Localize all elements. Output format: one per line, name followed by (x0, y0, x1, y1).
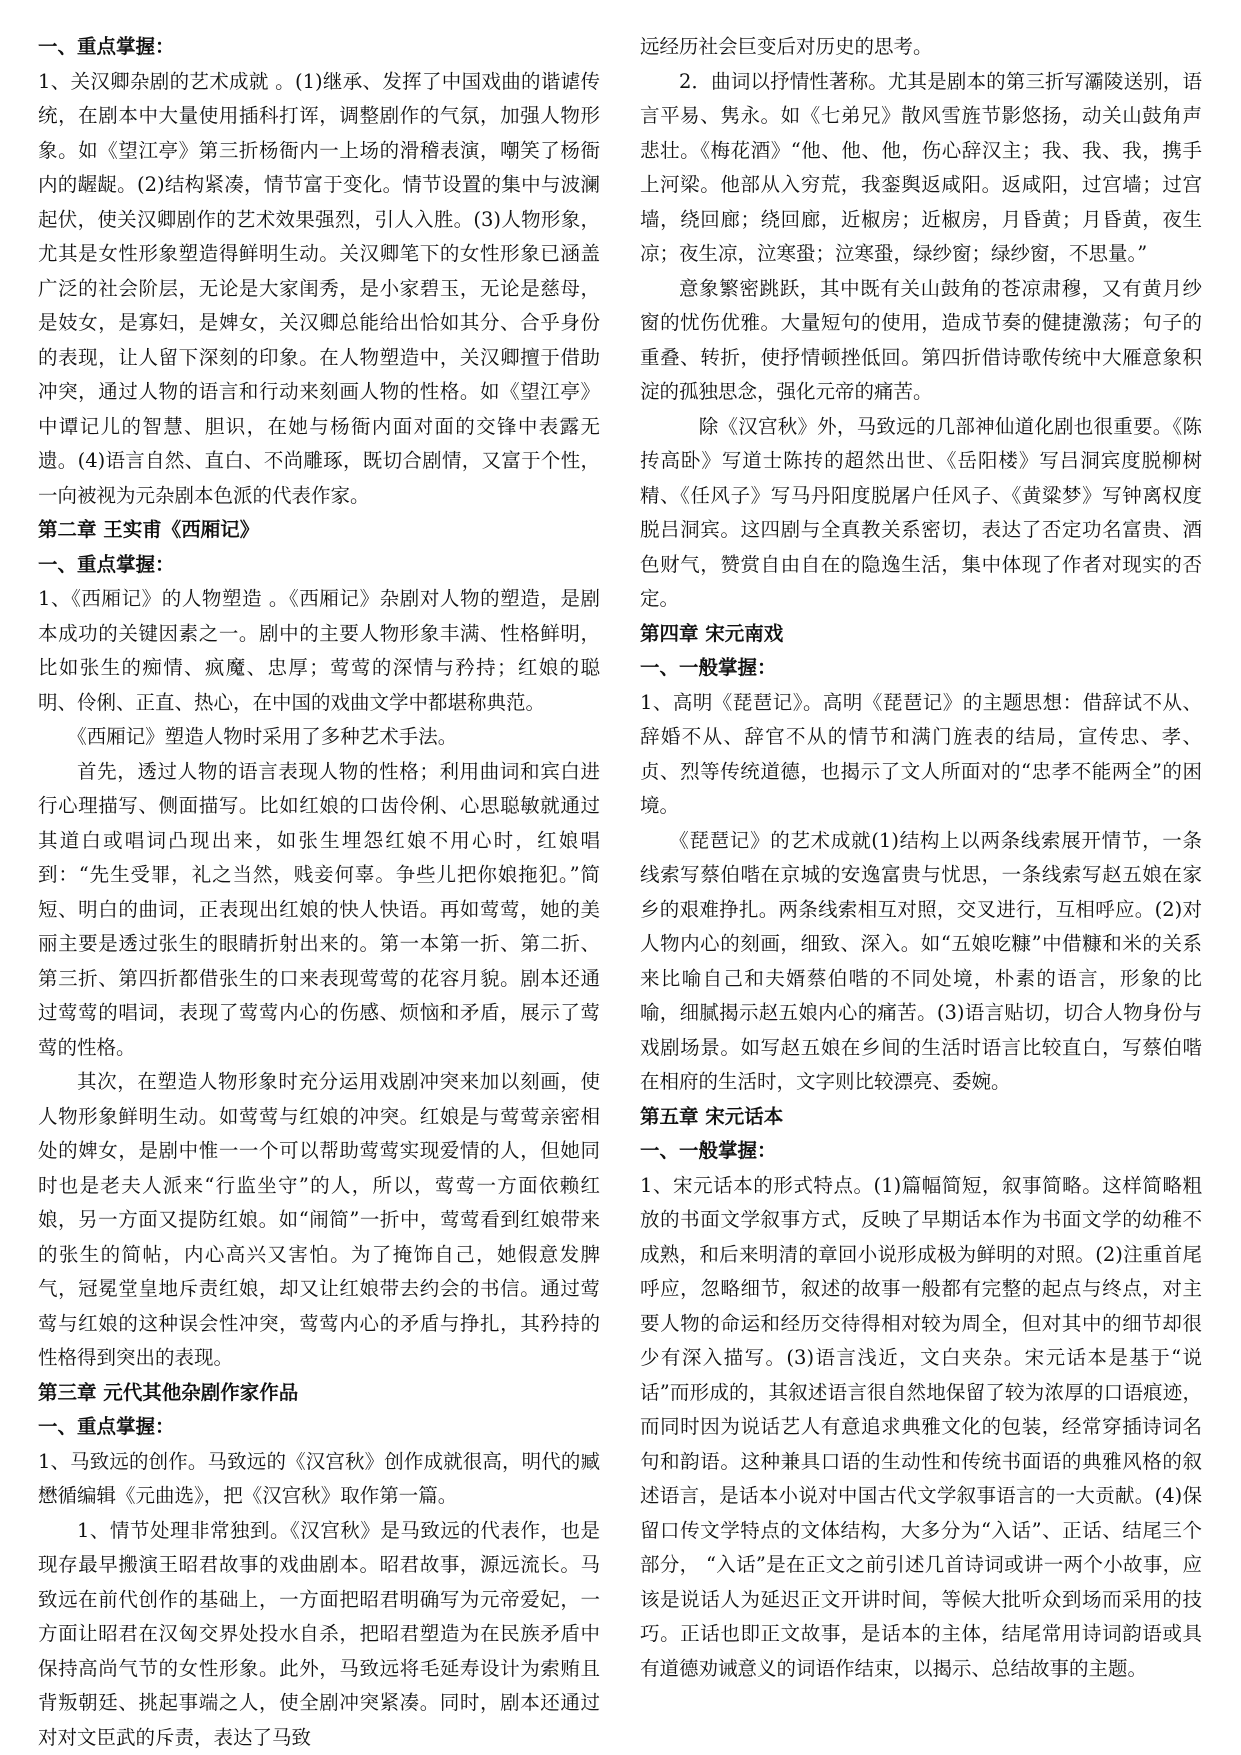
paragraph: 除《汉宫秋》外，马致远的几部神仙道化剧也很重要。《陈抟高卧》写道士陈抟的超然出世、《岳阳楼》写吕洞宾度脱柳树精、《任风子》写马丹阳度脱屠户任风子、《黄粱梦》写钟离权度脱吕洞宾。这四剧与全真教关系密切，表达了否定功名富贵、酒色财气，赞赏自由自在的隐逸生活，集中体现了作者对现实的否定。 (640, 410, 1202, 617)
left-column (38, 30, 600, 1755)
section-heading: 第五章 宋元话本 (640, 1100, 1202, 1135)
paragraph: 远经历社会巨变后对历史的思考。 (640, 30, 1202, 65)
paragraph: 1、《西厢记》的人物塑造 。《西厢记》杂剧对人物的塑造，是剧本成功的关键因素之一。剧中的主要人物形象丰满、性格鲜明，比如张生的痴情、疯魔、忠厚；莺莺的深情与矜持；红娘的聪明、伶俐、正直、热心，在中国的戏曲文学中都堪称典范。 (38, 582, 600, 720)
section-heading: 第四章 宋元南戏 (640, 617, 1202, 652)
section-heading: 一、一般掌握： (640, 651, 1202, 686)
section-heading: 一、重点掌握： (38, 30, 600, 65)
paragraph: 1、高明《琵琶记》。高明《琵琶记》的主题思想：借辞试不从、辞婚不从、辞官不从的情节和满门旌表的结局，宣传忠、孝、贞、烈等传统道德，也揭示了文人所面对的“忠孝不能两全”的困境。 (640, 686, 1202, 824)
section-heading: 第二章 王实甫《西厢记》 (38, 513, 600, 548)
paragraph: 1、马致远的创作。马致远的《汉宫秋》创作成就很高，明代的臧懋循编辑《元曲选》，把《汉宫秋》取作第一篇。 (38, 1445, 600, 1514)
paragraph: 首先，透过人物的语言表现人物的性格；利用曲词和宾白进行心理描写、侧面描写。比如红娘的口齿伶俐、心思聪敏就通过其道白或唱词凸现出来，如张生埋怨红娘不用心时，红娘唱到：“先生受罪，礼之当然，贱妾何辜。争些儿把你娘拖犯。”简短、明白的曲词，正表现出红娘的快人快语。再如莺莺，她的美丽主要是透过张生的眼睛折射出来的。第一本第一折、第二折、第三折、第四折都借张生的口来表现莺莺的花容月貌。剧本还通过莺莺的唱词，表现了莺莺内心的伤感、烦恼和矛盾，展示了莺莺的性格。 (38, 755, 600, 1066)
section-heading: 第三章 元代其他杂剧作家作品 (38, 1376, 600, 1411)
paragraph: 2．曲词以抒情性著称。尤其是剧本的第三折写灞陵送别，语言平易、隽永。如《七弟兄》散风雪旌节影悠扬，动关山鼓角声悲壮。《梅花酒》“他、他、他，伤心辞汉主；我、我、我，携手上河梁。他部从入穷荒，我銮舆返咸阳。返咸阳，过宫墙；过宫墙，绕回廊；绕回廊，近椒房；近椒房，月昏黄；月昏黄，夜生凉；夜生凉，泣寒蛩；泣寒蛩，绿纱窗；绿纱窗，不思量。” (640, 65, 1202, 272)
paragraph: 《琵琶记》的艺术成就(1)结构上以两条线索展开情节，一条线索写蔡伯喈在京城的安逸富贵与忧思，一条线索写赵五娘在家乡的艰难挣扎。两条线索相互对照，交叉进行，互相呼应。(2)对人物内心的刻画，细致、深入。如“五娘吃糠”中借糠和米的关系来比喻自己和夫婿蔡伯喈的不同处境，朴素的语言，形象的比喻，细腻揭示赵五娘内心的痛苦。(3)语言贴切，切合人物身份与戏剧场景。如写赵五娘在乡间的生活时语言比较直白，写蔡伯喈在相府的生活时，文字则比较漂亮、委婉。 (640, 824, 1202, 1100)
right-column (640, 30, 1202, 1686)
paragraph: 其次，在塑造人物形象时充分运用戏剧冲突来加以刻画，使人物形象鲜明生动。如莺莺与红娘的冲突。红娘是与莺莺亲密相处的婢女，是剧中惟一一个可以帮助莺莺实现爱情的人，但她同时也是老夫人派来“行监坐守”的人，所以，莺莺一方面依赖红娘，另一方面又提防红娘。如“闹简”一折中，莺莺看到红娘带来的张生的简帖，内心高兴又害怕。为了掩饰自己，她假意发脾气，冠冕堂皇地斥责红娘，却又让红娘带去约会的书信。通过莺莺与红娘的这种误会性冲突，莺莺内心的矛盾与挣扎，其矜持的性格得到突出的表现。 (38, 1065, 600, 1376)
paragraph: 1、关汉卿杂剧的艺术成就 。(1)继承、发挥了中国戏曲的谐谑传统，在剧本中大量使用插科打诨，调整剧作的气氛，加强人物形象。如《望江亭》第三折杨衙内一上场的滑稽表演，嘲笑了杨衙内的龌龊。(2)结构紧凑，情节富于变化。情节设置的集中与波澜起伏，使关汉卿剧作的艺术效果强烈，引人入胜。(3)人物形象，尤其是女性形象塑造得鲜明生动。关汉卿笔下的女性形象已涵盖广泛的社会阶层，无论是大家闺秀，是小家碧玉，无论是慈母，是妓女，是寡妇，是婢女，关汉卿总能给出恰如其分、合乎身份的表现，让人留下深刻的印象。在人物塑造中，关汉卿擅于借助冲突，通过人物的语言和行动来刻画人物的性格。如《望江亭》中谭记儿的智慧、胆识，在她与杨衙内面对面的交锋中表露无遗。(4)语言自然、直白、不尚雕琢，既切合剧情，又富于个性，一向被视为元杂剧本色派的代表作家。 (38, 65, 600, 514)
paragraph: 1、情节处理非常独到。《汉宫秋》是马致远的代表作，也是现存最早搬演王昭君故事的戏曲剧本。昭君故事，源远流长。马致远在前代创作的基础上，一方面把昭君明确写为元帝爱妃，一方面让昭君在汉匈交界处投水自杀，把昭君塑造为在民族矛盾中保持高尚气节的女性形象。此外，马致远将毛延寿设计为索贿且背叛朝廷、挑起事端之人，使全剧冲突紧凑。同时，剧本还通过对对文臣武的斥责，表达了马致 (38, 1514, 600, 1755)
section-heading: 一、重点掌握： (38, 1410, 600, 1445)
section-heading: 一、重点掌握： (38, 548, 600, 583)
paragraph: 1、宋元话本的形式特点。(1)篇幅简短，叙事简略。这样简略粗放的书面文学叙事方式，反映了早期话本作为书面文学的幼稚不成熟，和后来明清的章回小说形成极为鲜明的对照。(2)注重首尾呼应，忽略细节，叙述的故事一般都有完整的起点与终点，对主要人物的命运和经历交待得相对较为周全，但对其中的细节却很少有深入描写。(3)语言浅近，文白夹杂。宋元话本是基于“说话”而形成的，其叙述语言很自然地保留了较为浓厚的口语痕迹，而同时因为说话艺人有意追求典雅文化的包装，经常穿插诗词名句和韵语。这种兼具口语的生动性和传统书面语的典雅风格的叙述语言，是话本小说对中国古代文学叙事语言的一大贡献。(4)保留口传文学特点的文体结构，大多分为“入话”、正话、结尾三个部分， “入话”是在正文之前引述几首诗词或讲一两个小故事，应该是说话人为延迟正文开讲时间，等候大批听众到场而采用的技巧。正话也即正文故事，是话本的主体，结尾常用诗词韵语或具有道德劝诫意义的词语作结束，以揭示、总结故事的主题。 (640, 1169, 1202, 1687)
section-heading: 一、一般掌握： (640, 1134, 1202, 1169)
paragraph: 意象繁密跳跃，其中既有关山鼓角的苍凉肃穆，又有黄月纱窗的忧伤优雅。大量短句的使用，造成节奏的健捷激荡；句子的重叠、转折，使抒情顿挫低回。第四折借诗歌传统中大雁意象积淀的孤独思念，强化元帝的痛苦。 (640, 272, 1202, 410)
paragraph: 《西厢记》塑造人物时采用了多种艺术手法。 (38, 720, 600, 755)
